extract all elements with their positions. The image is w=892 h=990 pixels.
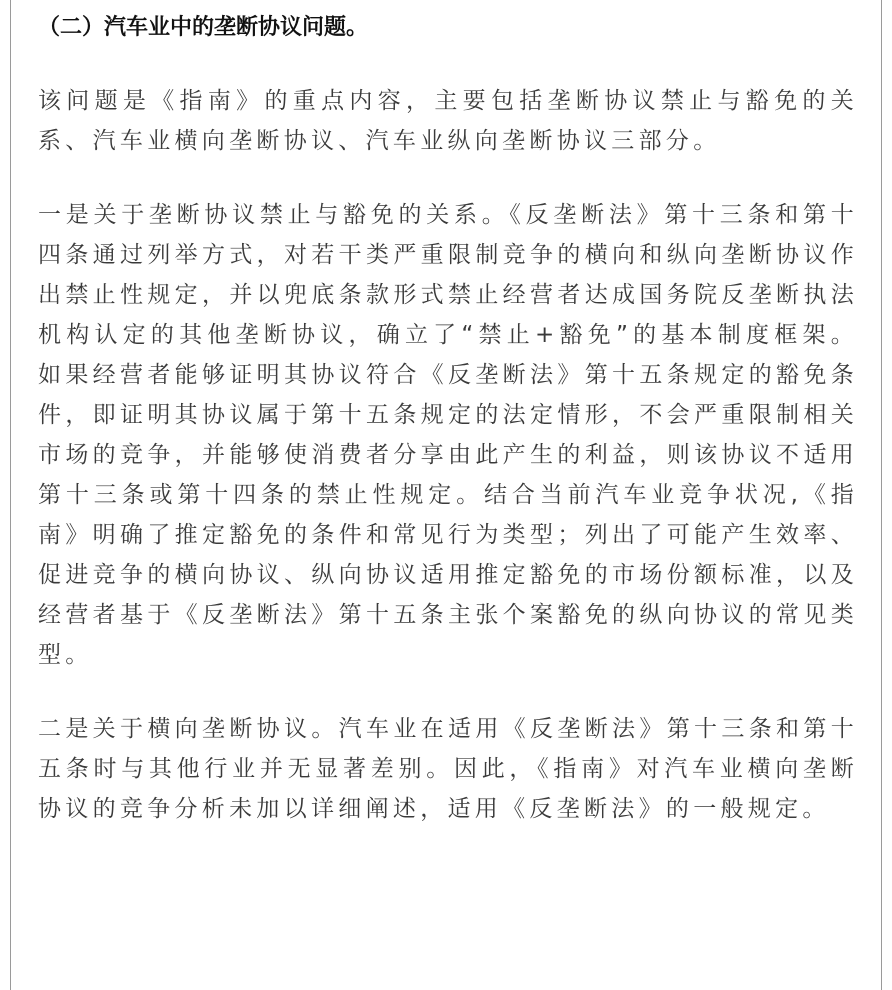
paragraph-overview: 该问题是《指南》的重点内容，主要包括垄断协议禁止与豁免的关系、汽车业横向垄断协议、汽车业纵向垄断协议三部分。: [38, 88, 858, 154]
section-heading: （二）汽车业中的垄断协议问题。: [38, 15, 369, 40]
paragraph-prohibition-exemption: 一是关于垄断协议禁止与豁免的关系。《反垄断法》第十三条和第十四条通过列举方式，对若干类严重限制竞争的横向和纵向垄断协议作出禁止性规定，并以兜底条款形式禁止经营者达成国务院反垄断执法机构认定的其他垄断协议，确立了“禁止+豁免”的基本制度框架。如果经营者能够证明其协议符合《反垄断法》第十五条规定的豁免条件，即证明其协议属于第十五条规定的法定情形，不会严重限制相关市场的竞争，并能够使消费者分享由此产生的利益，则该协议不适用第十三条或第十四条的禁止性规定。结合当前汽车业竞争状况,《指南》明确了推定豁免的条件和常见行为类型；列出了可能产生效率、促进竞争的横向协议、纵向协议适用推定豁免的市场份额标准，以及经营者基于《反垄断法》第十五条主张个案豁免的纵向协议的常见类型。: [38, 202, 858, 668]
paragraph-horizontal-agreements: 二是关于横向垄断协议。汽车业在适用《反垄断法》第十三条和第十五条时与其他行业并无显著差别。因此，《指南》对汽车业横向垄断协议的竞争分析未加以详细阐述，适用《反垄断法》的一般规定。: [38, 716, 858, 822]
article-body: [38, 0, 858, 829]
